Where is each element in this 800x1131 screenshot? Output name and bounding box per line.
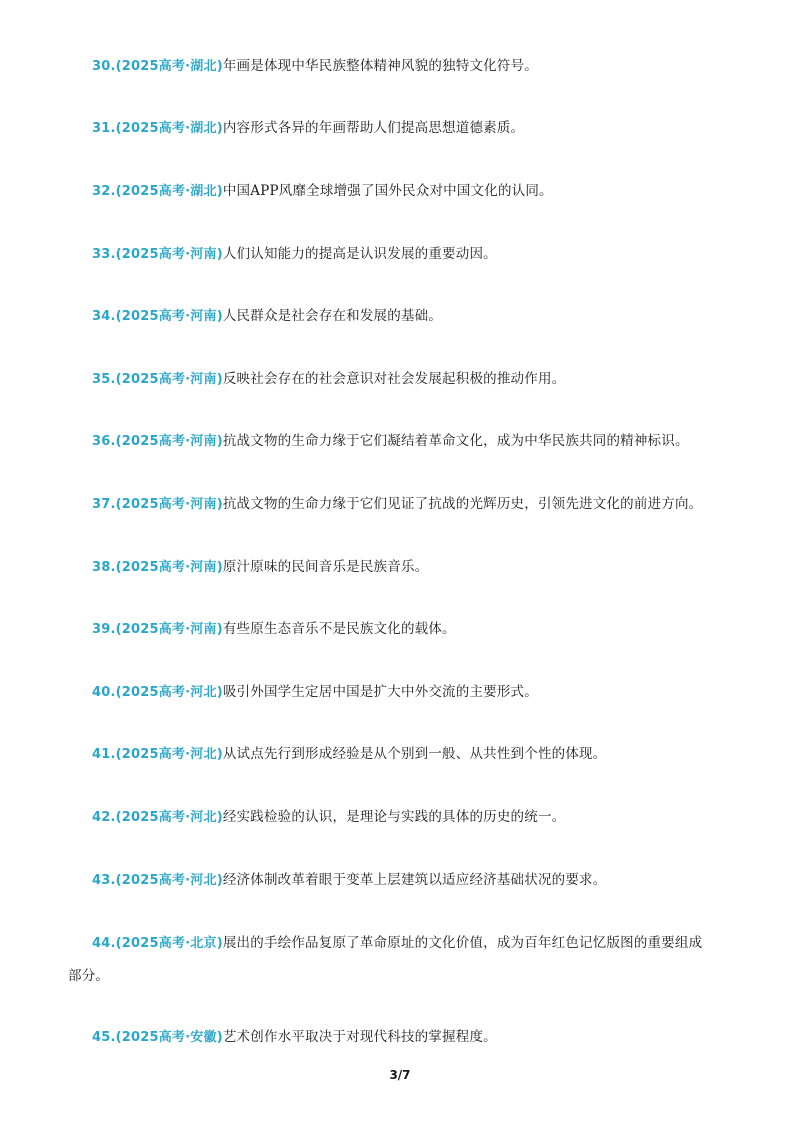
question-item bbox=[92, 676, 732, 709]
question-item bbox=[92, 488, 732, 521]
question-source-tag: 32.(2025高考·湖北) bbox=[92, 184, 223, 199]
question-item bbox=[68, 927, 708, 992]
question-source-tag: 36.(2025高考·河南) bbox=[92, 434, 223, 449]
question-statement: 内容形式各异的年画帮助人们提高思想道德素质。 bbox=[222, 120, 525, 136]
question-source-tag: 35.(2025高考·河南) bbox=[92, 372, 223, 387]
question-statement: 抗战文物的生命力缘于它们凝结着革命文化，成为中华民族共同的精神标识。 bbox=[222, 433, 689, 449]
question-statement: 中国APP风靡全球增强了国外民众对中国文化的认同。 bbox=[222, 183, 553, 199]
question-statement: 经济体制改革着眼于变革上层建筑以适应经济基础状况的要求。 bbox=[222, 872, 607, 888]
question-source-tag: 43.(2025高考·河北) bbox=[92, 873, 223, 888]
page-number: 3/7 bbox=[389, 1068, 411, 1082]
question-item bbox=[92, 738, 732, 771]
question-source-tag: 34.(2025高考·河南) bbox=[92, 309, 223, 324]
question-item bbox=[92, 1021, 732, 1054]
question-source-tag: 30.(2025高考·湖北) bbox=[92, 59, 223, 74]
question-statement: 人们认知能力的提高是认识发展的重要动因。 bbox=[222, 246, 497, 262]
question-statement: 展出的手绘作品复原了革命原址的文化价值，成为百年红色记忆版图的重要组成部分。 bbox=[68, 935, 703, 984]
question-statement: 从试点先行到形成经验是从个别到一般、从共性到个性的体现。 bbox=[222, 746, 607, 762]
question-item bbox=[92, 112, 732, 145]
question-statement: 吸引外国学生定居中国是扩大中外交流的主要形式。 bbox=[222, 684, 538, 700]
question-statement: 经实践检验的认识，是理论与实践的具体的历史的统一。 bbox=[222, 809, 566, 825]
question-item bbox=[92, 175, 732, 208]
question-item bbox=[92, 613, 732, 646]
question-item bbox=[92, 864, 732, 897]
question-source-tag: 40.(2025高考·河北) bbox=[92, 685, 223, 700]
question-item bbox=[92, 801, 732, 834]
question-source-tag: 37.(2025高考·河南) bbox=[92, 497, 223, 512]
question-item bbox=[92, 425, 732, 458]
question-statement: 抗战文物的生命力缘于它们见证了抗战的光辉历史，引领先进文化的前进方向。 bbox=[222, 496, 703, 512]
question-source-tag: 39.(2025高考·河南) bbox=[92, 622, 223, 637]
question-item bbox=[92, 551, 732, 584]
question-statement: 人民群众是社会存在和发展的基础。 bbox=[222, 308, 443, 324]
question-source-tag: 31.(2025高考·湖北) bbox=[92, 121, 223, 136]
question-item bbox=[92, 238, 732, 271]
question-statement: 有些原生态音乐不是民族文化的载体。 bbox=[222, 621, 456, 637]
question-source-tag: 44.(2025高考·北京) bbox=[92, 936, 223, 951]
question-item bbox=[92, 363, 732, 396]
question-source-tag: 45.(2025高考·安徽) bbox=[92, 1030, 223, 1045]
question-item bbox=[92, 300, 732, 333]
question-source-tag: 38.(2025高考·河南) bbox=[92, 560, 223, 575]
question-source-tag: 33.(2025高考·河南) bbox=[92, 247, 223, 262]
question-source-tag: 41.(2025高考·河北) bbox=[92, 747, 223, 762]
question-item bbox=[92, 50, 732, 83]
question-statement: 年画是体现中华民族整体精神风貌的独特文化符号。 bbox=[222, 58, 538, 74]
question-statement: 反映社会存在的社会意识对社会发展起积极的推动作用。 bbox=[222, 371, 566, 387]
question-statement: 艺术创作水平取决于对现代科技的掌握程度。 bbox=[222, 1029, 497, 1045]
question-source-tag: 42.(2025高考·河北) bbox=[92, 810, 223, 825]
question-statement: 原汁原味的民间音乐是民族音乐。 bbox=[222, 559, 429, 575]
